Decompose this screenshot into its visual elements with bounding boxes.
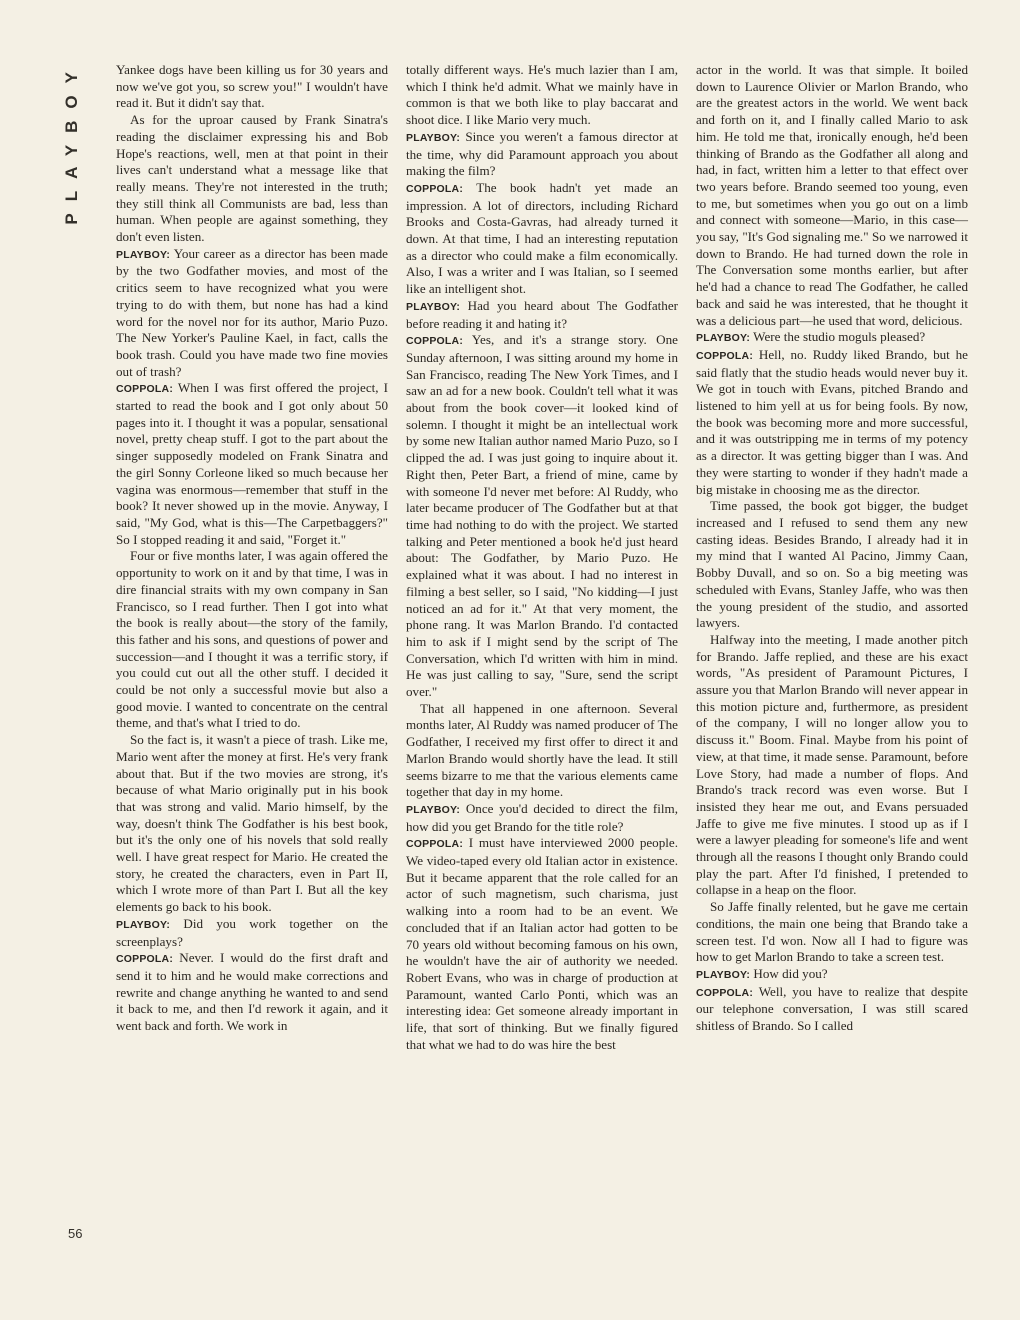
speaker-label: COPPOLA: <box>696 349 754 362</box>
paragraph-text: Halfway into the meeting, I made another pitch for Brando. Jaffe replied, and these are his exact words, "As president of Paramount Pictures, I assure you that Marlon Brando will never appear in this motion picture and, furthermore, as president of the company, I will no longer allow you to discuss it." Boom. Final. Maybe from his point of view, at that time, it made sense. Paramount, before Love Story, had made a number of flops. And Brando's track record was even worse. But I insisted they hear me out, and Evans persuaded Jaffe to give me five minutes. I stood up as if I were a lawyer pleading for someone's life and went through all the reasons I thought only Brando could play the part. After I'd finished, I pretended to collapse in a heap on the floor. <box>696 631 968 898</box>
paragraph <box>696 966 968 984</box>
paragraph <box>696 498 968 632</box>
paragraph <box>116 112 388 246</box>
paragraph-text: So Jaffe finally relented, but he gave me certain conditions, the main one being that Brando take a screen test. I'd won. Now all I had to figure was how to get Marlon Brando to take a screen test. <box>696 899 968 965</box>
speaker-label: PLAYBOY: <box>406 300 461 313</box>
paragraph-text: How did you? <box>753 965 828 981</box>
paragraph-text: The book hadn't yet made an impression. A lot of directors, including Richard Brooks and Costa-Gavras, had already turned it down. At that time, I had an interesting reputation as a director who could make a film economically. Also, I was a writer and I was Italian, so I seemed like an intelligent shot. <box>406 179 678 297</box>
paragraph <box>406 332 678 700</box>
paragraph-text: Four or five months later, I was again offered the opportunity to work on it and by that time, I was in dire financial straits with my own company in San Francisco, so I read further. Then I got into what the book is really about—the story of the family, this father and his sons, and questions of power and succession—and I thought it was a terrific story, if you could cut out all the other stuff. I decided it could be not only a successful movie but also a good movie. I wanted to concentrate on the central theme, and that's what I tried to do. <box>116 548 388 731</box>
speaker-label: COPPOLA: <box>116 383 174 396</box>
speaker-label: PLAYBOY: <box>696 968 751 981</box>
paragraph <box>406 298 678 332</box>
text-column-2 <box>406 62 678 1053</box>
paragraph-text: Had you heard about The Godfather before reading it and hating it? <box>406 297 678 331</box>
paragraph-text: Were the studio moguls pleased? <box>753 329 926 345</box>
paragraph <box>406 701 678 801</box>
paragraph-text: So the fact is, it wasn't a piece of trash. Like me, Mario went after the money at first. He's very frank about that. But if the two movies are strong, it's because of what Mario originally put in his book that was strong and valid. Mario himself, by the way, doesn't think The Godfather is his best book, but it's the only one of his novels that sold really well. I have great respect for Mario. He created the story, he created the characters, even in Part II, which I wrote more of than Part I. But all the key elements go back to his book. <box>116 732 388 915</box>
paragraph-text: Since you weren't a famous director at the time, why did Paramount approach you about making the film? <box>406 128 678 179</box>
speaker-label: PLAYBOY: <box>696 332 751 345</box>
paragraph <box>116 548 388 732</box>
paragraph <box>696 347 968 498</box>
paragraph <box>696 899 968 966</box>
paragraph <box>406 129 678 180</box>
page-number: 56 <box>68 1226 83 1241</box>
paragraph <box>116 380 388 548</box>
paragraph <box>696 62 968 329</box>
speaker-label: PLAYBOY: <box>406 131 461 144</box>
paragraph-text: actor in the world. It was that simple. It boiled down to Laurence Olivier or Marlon Brando, who are the greatest actors in the world. We went back and forth on it, and I finally called Mario to ask him. He told me that, ironically enough, he'd been thinking of Brando as the Godfather all along and had, in fact, written him a letter to that effect over two years before. Brando seemed too young, even to me, but sometimes when you go out on a limb and connect with someone—Mario, in this case—you say, "It's God signaling me." So we narrowed it down to Brando. He had turned down the role in The Conversation some months earlier, but after he'd had a chance to read The Godfather, he called back and said he was interested, that he thought it was a delicious part—he used that word, delicious. <box>696 62 968 328</box>
speaker-label: PLAYBOY: <box>406 803 461 816</box>
paragraph <box>696 329 968 347</box>
paragraph-text: Did you work together on the screenplays? <box>116 915 388 949</box>
running-head: PLAYBOY <box>62 60 81 225</box>
paragraph-text: As for the uproar caused by Frank Sinatra's reading the disclaimer expressing his and Bob Hope's reactions, well, men at that point in their lives can't understand what a message like that really means. They're not interested in the truth; they still think all Communists are bad, less than human. When people are against something, they don't even listen. <box>116 112 388 245</box>
paragraph-text: Your career as a director has been made by the two Godfather movies, and most of the critics seem to have recognized what you were trying to do with them, but none has had a kind word for the novel nor for its author, Mario Puzo. The New Yorker's Pauline Kael, in fact, calls the book trash. Could you have made two fine movies out of trash? <box>116 245 388 379</box>
speaker-label: PLAYBOY: <box>116 918 171 931</box>
paragraph-text: Never. I would do the first draft and send it to him and he would make corrections and rewrite and change anything he wanted to and send it back to me, and then I'd rework it again, and it went back and forth. We work in <box>116 950 388 1034</box>
paragraph <box>116 246 388 381</box>
paragraph <box>406 62 678 129</box>
speaker-label: COPPOLA: <box>406 838 464 851</box>
paragraph-text: Yes, and it's a strange story. One Sunday afternoon, I was sitting around my home in San Francisco, reading The New York Times, and I saw an ad for a new book. Couldn't tell what it was about from the book cover—it looked kind of solemn. I thought it might be an intellectual work by some new Italian author named Mario Puzo, so I clipped the ad. I was just going to inquire about it. Right then, Peter Bart, a friend of mine, came by with someone I'd never met before: Al Ruddy, who later became producer of The Godfather but at that time had nothing to do with the project. We started talking and Peter mentioned a book he'd just heard about: The Godfather, by Mario Puzo. He explained what it was about. I had no interest in filming a best seller, so I said, "No kidding—I just noticed an ad for it." At that very moment, the phone rang. It was Marlon Brando. I'd contacted him to ask if I might send by the script of The Conversation, which I'd written with him in mind. He was just calling to say, "Sure, send the script over." <box>406 332 678 700</box>
speaker-label: COPPOLA: <box>406 335 464 348</box>
paragraph-text: Hell, no. Ruddy liked Brando, but he said flatly that the studio heads would never buy it. We got in touch with Evans, pitched Brando and listened to him yell at us for being fools. By now, the book was becoming more and more successful, and it was outstripping me in terms of my potency as a director. It was getting bigger than I was. And they were starting to wonder if they hadn't made a big mistake in choosing me as the director. <box>696 346 968 497</box>
text-column-3 <box>696 62 968 1035</box>
text-column-1 <box>116 62 388 1035</box>
paragraph-text: Yankee dogs have been killing us for 30 years and now we've got you, so screw you!" I wouldn't have read it. But it didn't say that. <box>116 62 388 111</box>
paragraph-text: Once you'd decided to direct the film, how did you get Brando for the title role? <box>406 800 678 834</box>
paragraph-text: When I was first offered the project, I started to read the book and I got only about 50 pages into it. I thought it was a popular, sensational novel, pretty cheap stuff. I got to the part about the singer supposedly modeled on Frank Sinatra and the girl Sonny Corleone liked so much because her vagina was enormous—remember that stuff in the book? It never showed up in the movie. Anyway, I said, "My God, what is this—The Carpetbaggers?" So I stopped reading it and said, "Forget it." <box>116 380 388 547</box>
speaker-label: COPPOLA: <box>406 182 464 195</box>
paragraph-text: Well, you have to realize that despite our telephone conversation, I was still scared shitless of Brando. So I called <box>696 983 968 1034</box>
speaker-label: COPPOLA: <box>696 986 754 999</box>
speaker-label: COPPOLA: <box>116 953 174 966</box>
paragraph-text: That all happened in one afternoon. Several months later, Al Ruddy was named producer of The Godfather, I received my first offer to direct it and Marlon Brando would shortly have the lead. It still seems bizarre to me that the various elements came together that day in my home. <box>406 700 678 800</box>
paragraph <box>116 62 388 112</box>
paragraph <box>406 835 678 1053</box>
paragraph-text: Time passed, the book got bigger, the budget increased and I refused to send them any new casting ideas. Besides Brando, I already had it in my mind that I wanted Al Pacino, Jimmy Caan, Bobby Duvall, and so on. So a big meeting was scheduled with Evans, Stanley Jaffe, who was then the young president of the studio, and assorted lawyers. <box>696 498 968 631</box>
paragraph <box>696 984 968 1035</box>
paragraph-text: I must have interviewed 2000 people. We video-taped every old Italian actor in existence. But it became apparent that the role called for an actor of such magnetism, such charisma, just walking into a room had to be an event. We concluded that if an Italian actor had gotten to be 70 years old without becoming famous on his own, he wouldn't have the air of authority we needed. Robert Evans, who was in charge of production at Paramount, wanted Carlo Ponti, which was an interesting idea: Get someone already important in life, that sort of thinking. But we finally figured that what we had to do was hire the best <box>406 835 679 1052</box>
paragraph <box>696 632 968 899</box>
paragraph <box>116 950 388 1035</box>
speaker-label: PLAYBOY: <box>116 248 171 261</box>
paragraph <box>116 732 388 916</box>
paragraph-text: totally different ways. He's much lazier than I am, which I think he'd admit. What we mainly have in common is that we both like to play baccarat and shoot dice. I like Mario very much. <box>406 62 678 128</box>
paragraph <box>116 916 388 950</box>
paragraph <box>406 801 678 835</box>
paragraph <box>406 180 678 298</box>
